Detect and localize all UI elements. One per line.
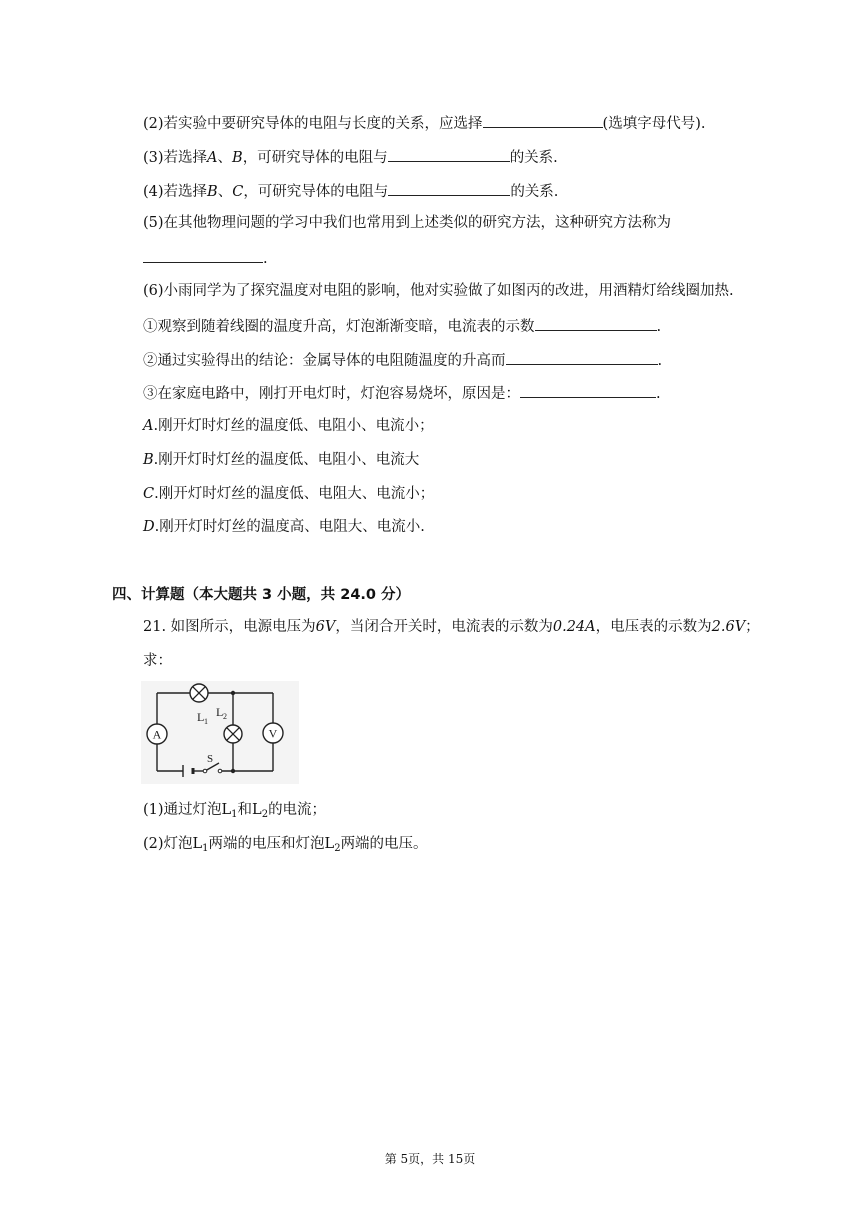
question-20-part-6-item-3: ③在家庭电路中，刚打开电灯时，灯泡容易烧坏，原因是： . [143,382,661,404]
lamp-l1-icon [190,684,208,702]
lamp-l2-label: L [216,705,224,719]
ammeter-icon [147,724,167,744]
question-20-part-6-item-2: ②通过实验得出的结论：金属导体的电阻随温度的升高而 . [143,349,662,371]
circuit-diagram [141,681,299,784]
question-21-part-2: (2)灯泡$L_1$两端的电压和灯泡$L_2$两端的电压。 [143,836,428,854]
lamp-l1-label: L [197,710,205,724]
switch-label: S [207,753,214,765]
lamp-l2-icon [224,725,242,743]
answer-blank[interactable] [535,315,657,331]
option-d: D.刚开灯时灯丝的温度高、电阻大、电流小. [143,519,425,535]
question-20-part-6-item-1: ①观察到随着线圈的温度升高，灯泡渐渐变暗，电流表的示数 . [143,315,661,337]
option-b: B.刚开灯时灯丝的温度低、电阻小、电流大 [143,452,420,468]
question-20-part-4: (4)若选择B、C，可研究导体的电阻与 的关系. [143,180,558,202]
question-20-part-2: (2)若实验中要研究导体的电阻与长度的关系，应选择 (选填字母代号). [143,112,705,134]
ammeter-label: A [152,727,162,742]
lamp-l2-subscript: 2 [223,712,227,721]
question-21-part-1: (1)通过灯泡$L_1$和$L_2$的电流； [143,802,327,820]
question-20-part-5-blank-line: . [143,247,268,269]
question-21-ask: 求： [143,653,172,669]
answer-blank[interactable] [143,247,263,263]
section-heading: 四、计算题（本大题共 3 小题，共 24.0 分） [112,587,411,603]
answer-blank[interactable] [506,349,658,365]
question-20-part-6: (6)小雨同学为了探究温度对电阻的影响，他对实验做了如图丙的改进，用酒精灯给线圈加热. [143,283,734,299]
answer-blank[interactable] [388,180,510,196]
answer-blank[interactable] [483,112,603,128]
question-21-stem: 21. 如图所示，电源电压为6V，当闭合开关时，电流表的示数为0.24A，电压表的示数为2.6V； [143,619,760,635]
option-c: C.刚开灯时灯丝的温度低、电阻大、电流小； [143,486,435,502]
answer-blank[interactable] [388,146,510,162]
lamp-l1-subscript: 1 [204,717,208,726]
page-number: 第 5页，共 15页 [384,1152,476,1166]
question-20-part-5: (5)在其他物理问题的学习中我们也常用到上述类似的研究方法，这种研究方法称为 [143,215,672,231]
question-20-part-3: (3)若选择A、B，可研究导体的电阻与 的关系. [143,146,558,168]
answer-blank[interactable] [520,382,656,398]
option-a: A.刚开灯时灯丝的温度低、电阻小、电流小； [143,418,434,434]
voltmeter-label: V [268,726,278,741]
voltmeter-icon [263,723,283,743]
